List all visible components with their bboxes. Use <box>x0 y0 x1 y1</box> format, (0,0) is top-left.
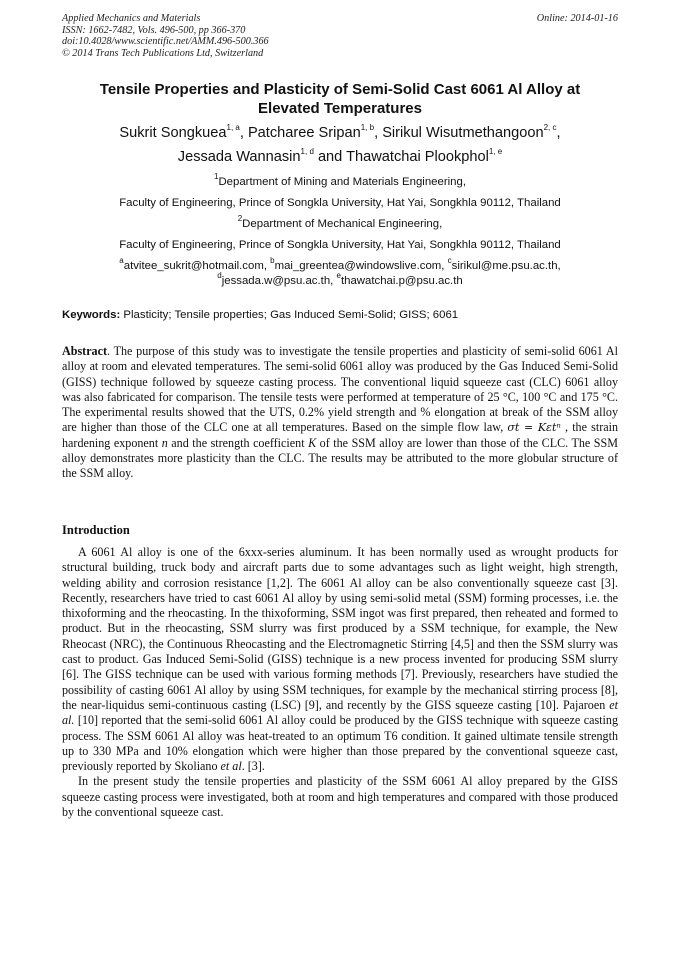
email-sup: a <box>119 256 124 266</box>
title-line-2: Elevated Temperatures <box>258 100 422 117</box>
author-sep: , <box>239 125 248 141</box>
intro-paragraph-1 <box>62 545 618 774</box>
email-address[interactable]: atvitee_sukrit@hotmail.com <box>123 260 264 272</box>
journal-doi: doi:10.4028/www.scientific.net/AMM.496-500.366 <box>62 36 269 48</box>
intro-text: A 6061 Al alloy is one of the 6xxx-series aluminum. It has been normally used as wrought products for structural building, truck body and aircraft parts due to some advantages such as light weight, high strength, welding ability and corrosion resistance [1,2]. The 6061 Al alloy can be also conventionally squeeze cast [3]. Recently, researchers have tried to cast 6061 Al alloy by using semi-solid metal (SSM) forming processes, i.e. the thixoforming and the rheocasting. In the thixoforming, SSM ingot was first prepared, then reheated and formed to product. But in the rheocasting, SSM slurry was first produced by a SSM technique, for example, the New Rheocast (NRC), the Continuous Rheocasting and the Electromagnetic Stirring [4,5] and then the SSM slurry was cast to product. Gas Induced Semi-Solid (GISS) technique is a new process invented for producing SSM slurry [6]. The GISS technique can be used with various forming methods [7]. Previously, researchers have studied the possibility of casting 6061 Al alloy by using SSM techniques, for example by the mechanical stirring process [8], the near-liquidus semi-continuous casting (LSC) [9], and recently by the GISS squeeze casting [10]. Pajaroen <box>62 545 618 712</box>
affiliation-2-faculty: Faculty of Engineering, Prince of Songkla University, Hat Yai, Songkhla 90112, Thailand <box>119 239 561 251</box>
affiliation-sup: 2 <box>237 214 243 224</box>
intro-paragraph-2: In the present study the tensile properties and plasticity of the SSM 6061 Al alloy prepared by the GISS squeeze casting process were investigated, both at room and high temperatures and compared with those produced by the conventional squeeze cast. <box>62 774 618 820</box>
journal-header <box>62 13 618 59</box>
author-name: Thawatchai Plookphol <box>346 149 489 165</box>
author-sup: 1, b <box>360 123 375 133</box>
email-address[interactable]: sirikul@me.psu.ac.th, <box>451 260 561 272</box>
author-name: Sukrit Songkuea <box>119 125 227 141</box>
email-sep: , <box>330 275 337 287</box>
intro-text: [10] reported that the semi-solid 6061 Al alloy could be produced by the GISS technique with squeeze casting process. The SSM 6061 Al alloy was heat-treated to an optimum T6 condition. It gained ultimate tensile strength up to 330 MPa and 10% elongation which were higher than those prepared by the conventional squeeze cast, previously reported by Skoliano <box>62 713 618 774</box>
author-sep: , <box>556 125 561 141</box>
intro-text: . [3]. <box>241 759 265 774</box>
keywords <box>62 308 618 322</box>
email-sup: e <box>336 271 341 281</box>
keywords-label: Keywords: <box>62 309 121 321</box>
author-name: Patcharee Sripan <box>247 125 361 141</box>
abstract <box>62 344 618 482</box>
journal-name: Applied Mechanics and Materials <box>62 13 201 24</box>
email-sup: b <box>270 256 275 266</box>
email-sep: , <box>441 260 448 272</box>
abstract-text-1: . The purpose of this study was to investigate the tensile properties and plasticity of semi-solid 6061 Al alloy at room and elevated temperatures. The semi-solid 6061 alloy was produced by the Gas Induced Semi-Solid (GISS) technique followed by squeeze casting process. The conventional liquid squeeze cast (CLC) 6061 alloy was also fabricated for comparison. The tensile tests were performed at temperature of 25 °C, 100 °C and 175 °C. The experimental results showed that the UTS, 0.2% yield strength and % elongation at break of the SSM alloy are higher than those of the CLC one at all temperatures. Based on the simple flow law, <box>62 344 618 435</box>
et-al: et al <box>220 759 242 774</box>
journal-issn: ISSN: 1662-7482, Vols. 496-500, pp 366-370 <box>62 24 246 36</box>
online-date: Online: 2014-01-16 <box>536 13 618 24</box>
abstract-text-2: , the strain hardening exponent <box>62 420 618 450</box>
email-address[interactable]: jessada.w@psu.ac.th <box>221 275 331 287</box>
affiliation-dept-text: Department of Mechanical Engineering, <box>242 218 443 230</box>
author-sep: , <box>374 125 383 141</box>
author-sup: 1, d <box>300 147 314 157</box>
paper-title <box>62 80 618 118</box>
affiliation-dept-text: Department of Mining and Materials Engineering, <box>218 176 467 188</box>
abstract-label: Abstract <box>62 344 108 358</box>
email-sup: c <box>447 256 452 266</box>
keywords-text: Plasticity; Tensile properties; Gas Induced Semi-Solid; GISS; 6061 <box>123 309 459 321</box>
symbol-k: K <box>308 435 317 450</box>
affiliation-sup: 1 <box>213 172 219 182</box>
title-line-1: Tensile Properties and Plasticity of Semi-Solid Cast 6061 Al Alloy at <box>99 81 581 98</box>
et-al: et al. <box>62 697 618 728</box>
author-name: Sirikul Wisutmethangoon <box>382 125 544 141</box>
author-line-2 <box>62 145 618 169</box>
email-line-2 <box>62 271 618 289</box>
symbol-n: n <box>161 435 168 450</box>
email-address[interactable]: mai_greentea@windowslive.com <box>274 260 442 272</box>
affiliation-2-dept <box>62 214 618 235</box>
author-sup: 2, c <box>543 123 557 133</box>
introduction-body <box>62 545 618 820</box>
author-sup: 1, e <box>488 147 503 157</box>
affiliation-1-faculty: Faculty of Engineering, Prince of Songkla University, Hat Yai, Songkhla 90112, Thailand <box>119 197 561 209</box>
journal-copyright: © 2014 Trans Tech Publications Ltd, Switzerland <box>62 47 264 59</box>
affiliation-1-dept <box>62 172 618 193</box>
email-sup: d <box>217 271 222 281</box>
abstract-text-3: and the strength coefficient <box>167 435 309 450</box>
section-heading-introduction: Introduction <box>62 523 130 537</box>
email-sep: , <box>263 260 271 272</box>
flow-law-equation: σt = Kεtⁿ <box>507 421 561 435</box>
email-address[interactable]: thawatchai.p@psu.ac.th <box>340 275 463 287</box>
author-line-1 <box>62 121 618 145</box>
affiliations <box>62 172 618 289</box>
author-name: Jessada Wannasin <box>177 149 301 165</box>
author-sep: and <box>313 149 347 165</box>
author-list <box>62 121 618 169</box>
author-sup: 1, a <box>226 123 240 133</box>
abstract-text-4: of the SSM alloy are lower than those of the CLC. The SSM alloy demonstrates more plasticity than the CLC. The results may be attributed to the more globular structure of the SSM alloy. <box>62 435 619 481</box>
